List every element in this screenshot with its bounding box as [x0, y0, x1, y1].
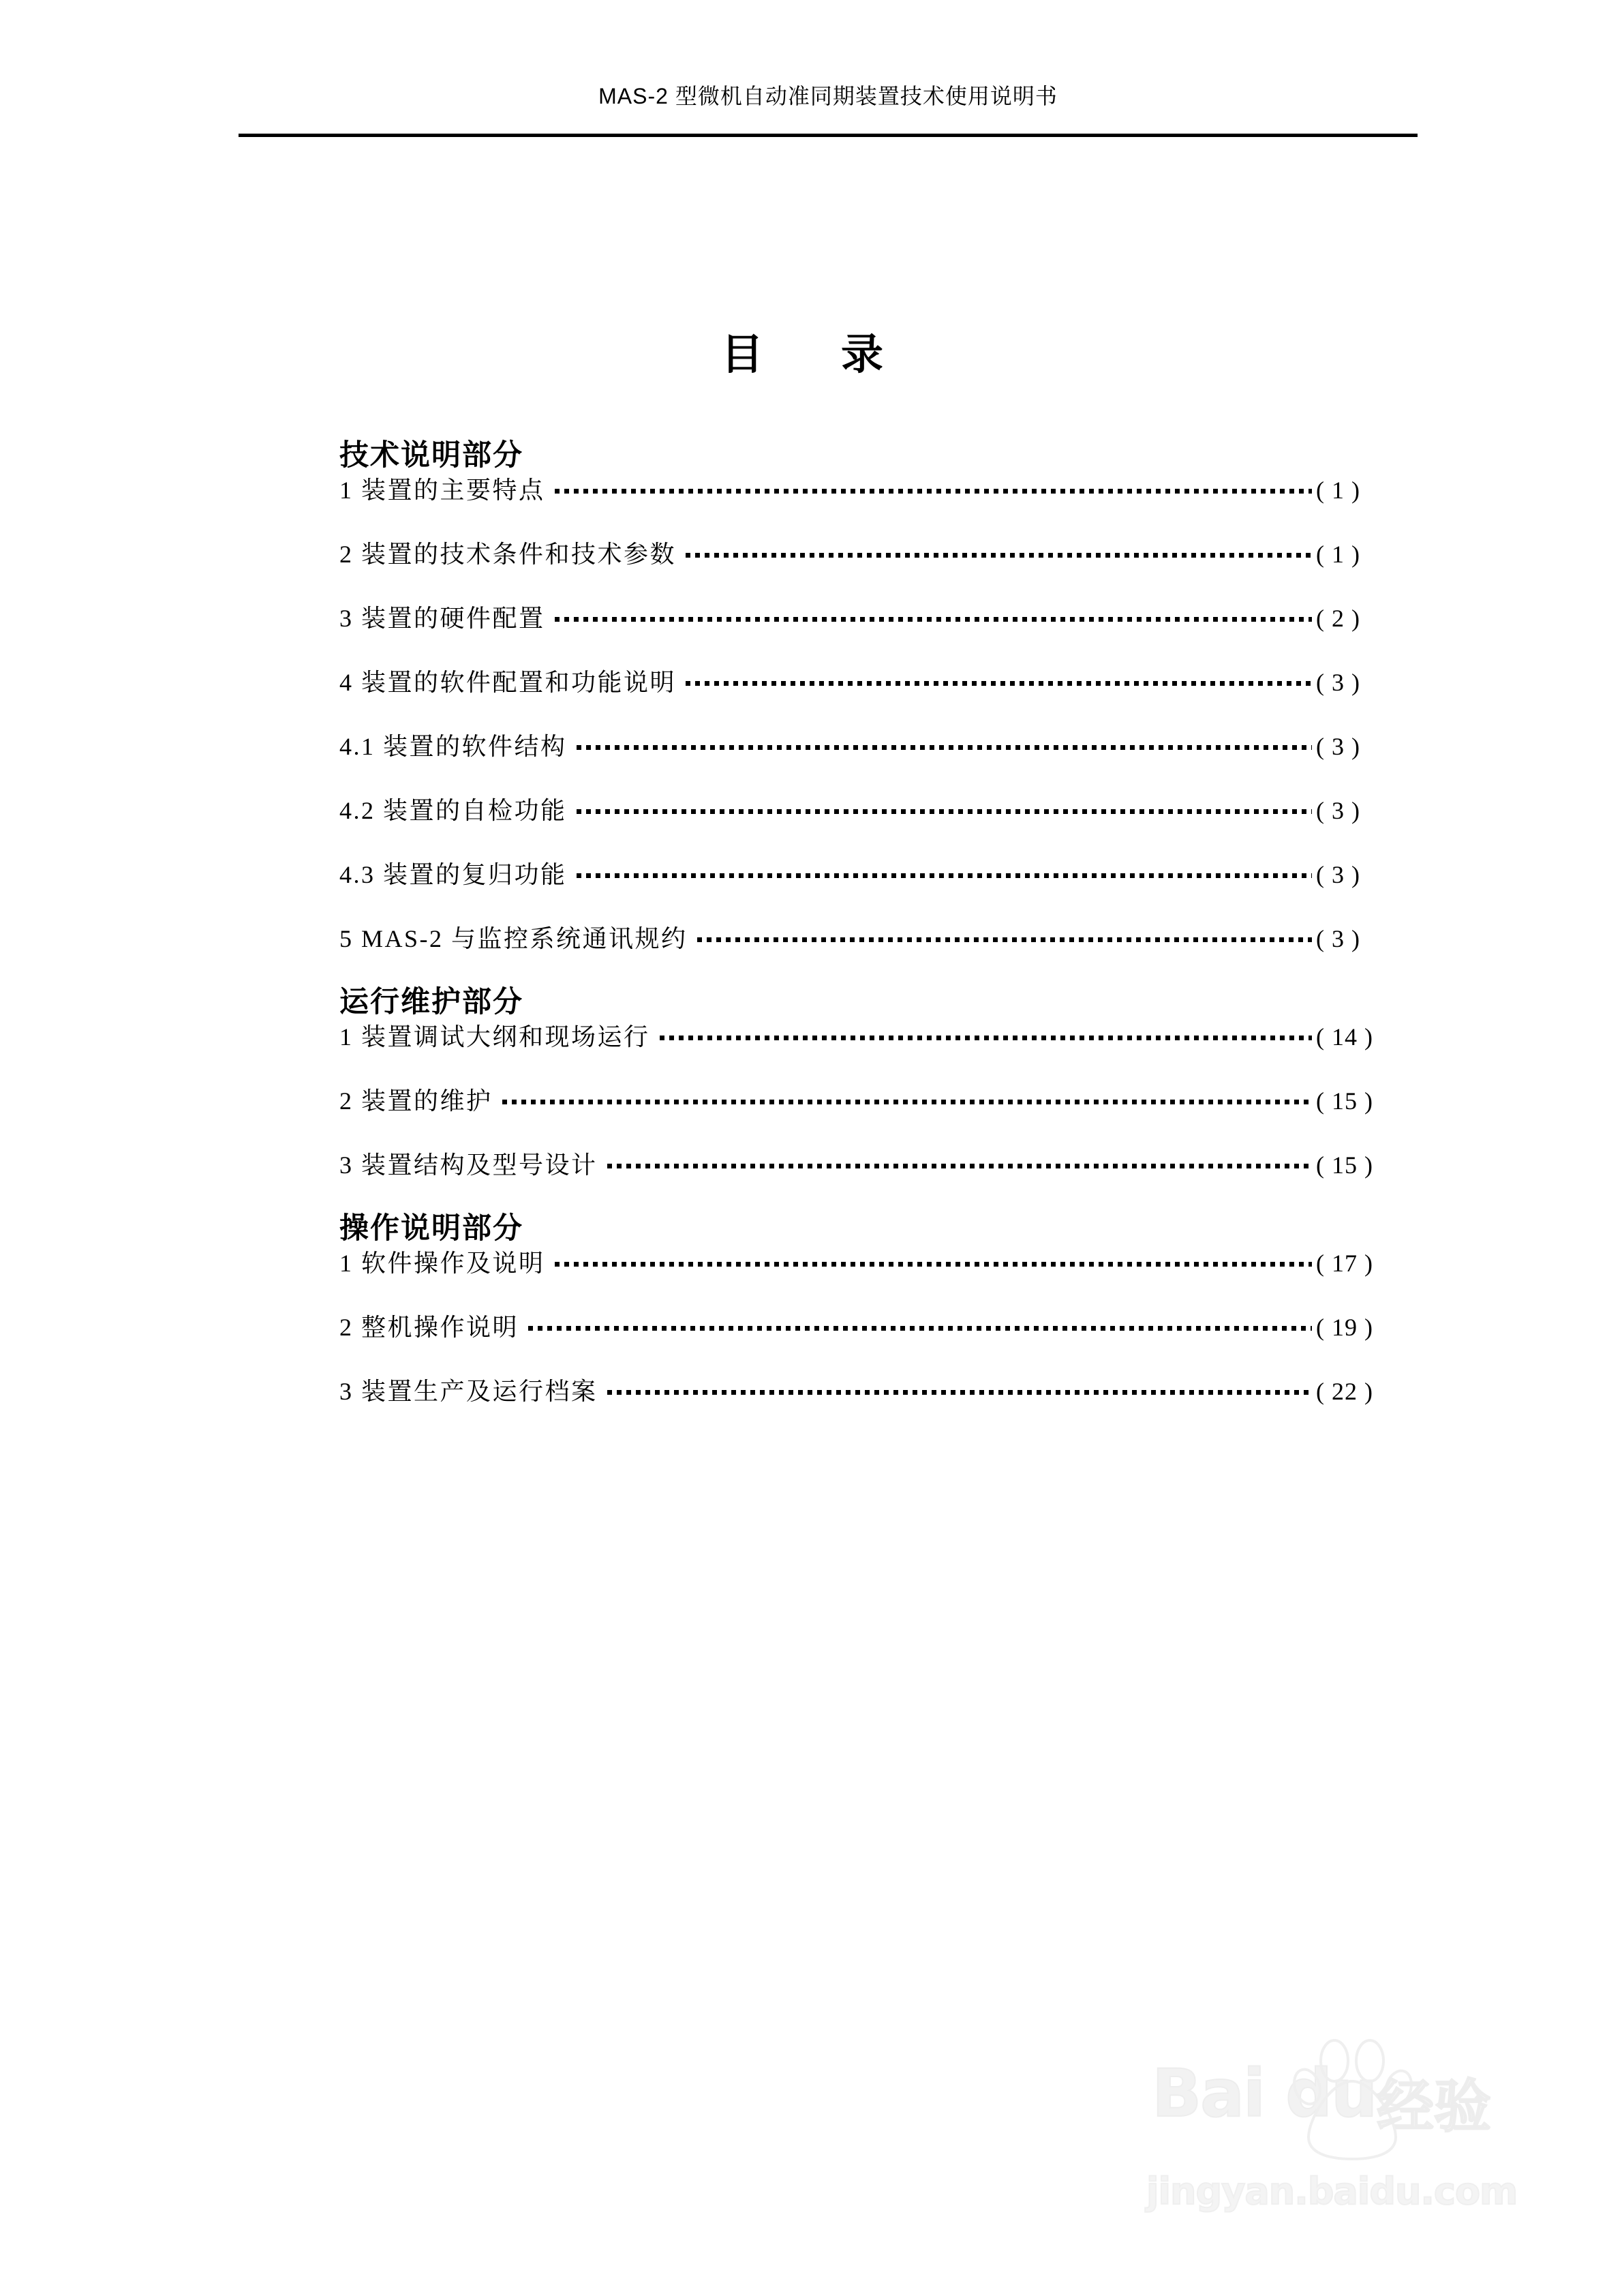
toc-entry-page-number: ( 22 ): [1316, 1378, 1373, 1406]
toc-entry-label: 3 装置的硬件配置: [339, 605, 545, 633]
toc-leader-dots: [660, 1021, 1312, 1045]
toc-entry-page-number: ( 1 ): [1316, 477, 1360, 504]
running-header: [239, 82, 1418, 111]
toc-entry[interactable]: [339, 730, 1392, 759]
toc-leader-dots: [697, 922, 1312, 947]
toc-entry[interactable]: [339, 1311, 1392, 1340]
toc-entry-page-number: ( 14 ): [1316, 1023, 1373, 1051]
toc-entry[interactable]: [339, 538, 1392, 567]
toc-entry-page-number: ( 2 ): [1316, 605, 1360, 633]
page-title: 目 录: [720, 332, 901, 378]
toc-entry-label: 5 MAS-2 与监控系统通讯规约: [339, 925, 688, 953]
toc-entry-label: 4.2 装置的自检功能: [339, 797, 567, 825]
toc-entry[interactable]: [339, 794, 1392, 823]
toc-leader-dots: [528, 1311, 1312, 1335]
toc-section-heading: 技术说明部分: [339, 440, 523, 472]
toc-entry-label: 4.3 装置的复归功能: [339, 861, 567, 889]
toc-leader-dots: [555, 602, 1312, 626]
toc-section-heading: 操作说明部分: [339, 1213, 523, 1245]
toc-leader-dots: [577, 858, 1312, 883]
toc-entry-label: 4.1 装置的软件结构: [339, 733, 567, 761]
toc-entry-page-number: ( 15 ): [1316, 1151, 1373, 1179]
toc-leader-dots: [577, 730, 1312, 755]
toc-entry-label: 2 装置的维护: [339, 1087, 493, 1115]
paw-print-icon: [1287, 2034, 1423, 2163]
watermark-brand-cn: 经验: [1377, 2073, 1492, 2140]
toc-leader-dots: [577, 794, 1312, 819]
toc-entry-label: 2 装置的技术条件和技术参数: [339, 541, 677, 569]
toc-entry-page-number: ( 17 ): [1316, 1250, 1373, 1278]
toc-entry-page-number: ( 3 ): [1316, 733, 1360, 761]
toc-entry[interactable]: [339, 1375, 1392, 1404]
toc-entry-label: 2 整机操作说明: [339, 1314, 519, 1342]
toc-entry[interactable]: [339, 474, 1392, 502]
running-header-text: MAS-2 型微机自动准同期装置技术使用说明书: [598, 84, 1058, 108]
toc-entry-label: 1 装置的主要特点: [339, 477, 545, 504]
toc-entry-page-number: ( 3 ): [1316, 797, 1360, 825]
header-rule: [239, 134, 1418, 137]
toc-entry[interactable]: [339, 1149, 1392, 1177]
toc-leader-dots: [607, 1375, 1312, 1400]
toc-entry-label: 3 装置生产及运行档案: [339, 1378, 598, 1406]
toc-entry[interactable]: [339, 922, 1392, 951]
toc-leader-dots: [502, 1085, 1312, 1109]
toc-entry-label: 3 装置结构及型号设计: [339, 1151, 598, 1179]
toc-entry-page-number: ( 3 ): [1316, 925, 1360, 953]
toc-section-heading: 运行维护部分: [339, 986, 523, 1019]
toc-entry-page-number: ( 19 ): [1316, 1314, 1373, 1342]
toc-leader-dots: [555, 474, 1312, 498]
toc-entry[interactable]: [339, 1085, 1392, 1113]
toc-entry[interactable]: [339, 666, 1392, 695]
toc-entry-page-number: ( 1 ): [1316, 541, 1360, 569]
toc-entry-label: 1 软件操作及说明: [339, 1250, 545, 1278]
toc-leader-dots: [686, 666, 1312, 691]
watermark-url: jingyan.baidu.com: [1146, 2170, 1518, 2213]
toc-leader-dots: [555, 1247, 1312, 1271]
toc-entry-page-number: ( 3 ): [1316, 861, 1360, 889]
toc-entry[interactable]: [339, 1021, 1392, 1049]
table-of-contents: [339, 440, 1392, 1439]
toc-entry-page-number: ( 3 ): [1316, 669, 1360, 697]
watermark-logo: [1131, 2028, 1540, 2164]
toc-entry[interactable]: [339, 602, 1392, 631]
baidu-jingyan-watermark: [1131, 2028, 1540, 2219]
toc-leader-dots: [607, 1149, 1312, 1173]
watermark-brand-text: Bai du: [1152, 2055, 1377, 2132]
toc-entry-label: 4 装置的软件配置和功能说明: [339, 669, 677, 697]
toc-entry[interactable]: [339, 1247, 1392, 1278]
toc-entry[interactable]: [339, 858, 1392, 887]
toc-entry-label: 1 装置调试大纲和现场运行: [339, 1023, 650, 1051]
toc-leader-dots: [686, 538, 1312, 562]
toc-entry-page-number: ( 15 ): [1316, 1087, 1373, 1115]
